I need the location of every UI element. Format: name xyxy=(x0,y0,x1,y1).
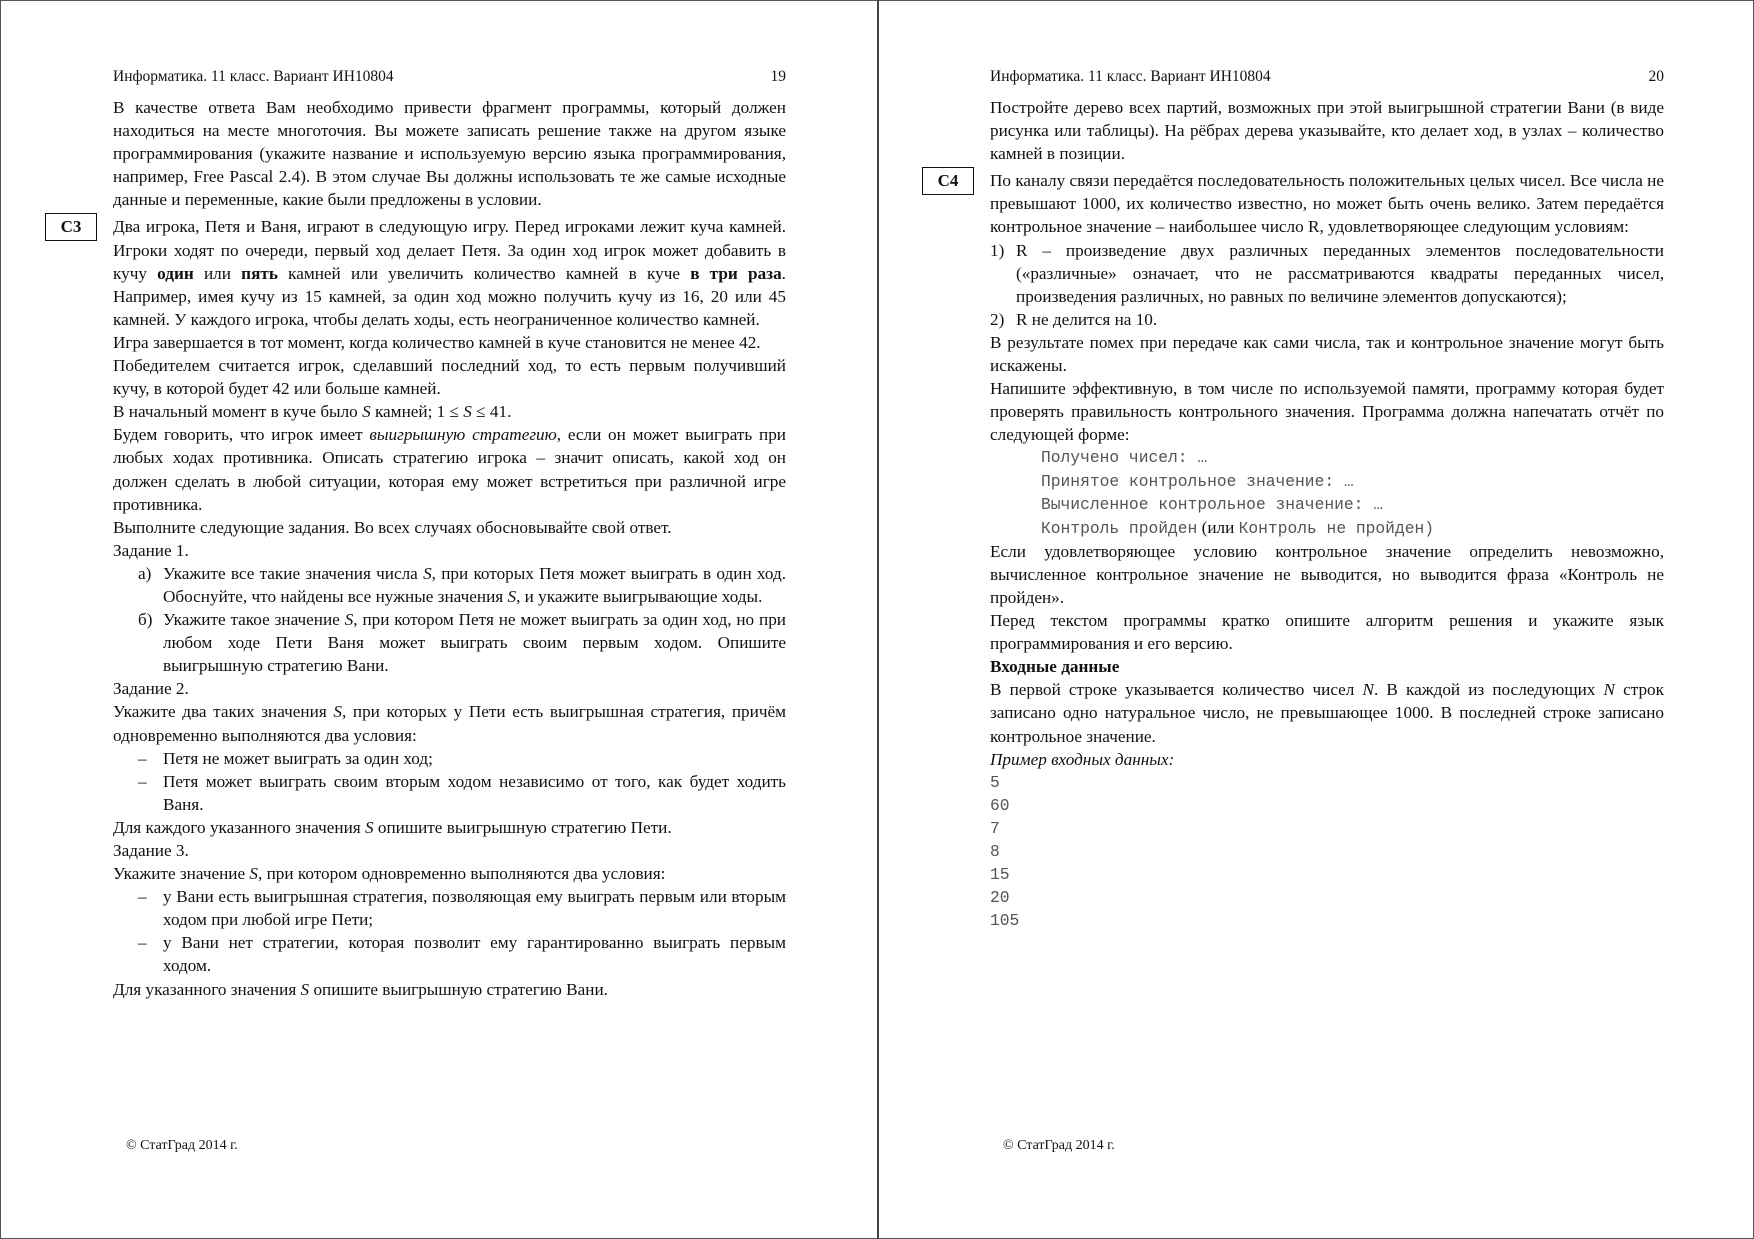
task3-title: Задание 3. xyxy=(113,841,189,860)
task-c3 xyxy=(60,215,786,330)
page-footer: © СтатГрад 2014 г. xyxy=(1003,1138,1115,1153)
input-description: В первой строке указывается количество чисел N. В каждой из последующих N строк записано одно натуральное число, не превышающее 1000. В последней строке записано контрольное значение. xyxy=(990,680,1664,746)
page-header xyxy=(990,68,1664,86)
example-value: 60 xyxy=(990,795,1010,815)
example-value: 5 xyxy=(990,772,1000,792)
example-value: 15 xyxy=(990,865,1010,885)
task3-end: Для указанного значения S опишите выигрышную стратегию Вани. xyxy=(113,979,608,999)
page-number: 20 xyxy=(1648,68,1664,85)
rules-paragraph: Два игрока, Петя и Ваня, играют в следующую игру. Перед игроками лежит куча камней. Игроки ходят по очереди, первый ход делает Петя. За один ход игрок может добавить в кучу один или пять камней или увеличить количество камней в куче в три раза. Например, имея кучу из 15 камней, за один ход можно получить кучу из 16, 20 или 45 камней. У каждого игрока, чтобы делать ходы, есть неограниченное количество камней. xyxy=(113,217,786,329)
header-title: Информатика. 11 класс. Вариант ИН10804 xyxy=(990,68,1271,85)
report-line: Принятое контрольное значение: … xyxy=(1041,471,1354,491)
task1-item-b: б) Укажите такое значение S, при котором Петя не может выиграть за один ход, но при любом ходе Пети Ваня может выиграть своим первым ходом. Опишите выигрышную стратегию Вани. xyxy=(138,610,787,676)
task2-title: Задание 2. xyxy=(113,679,189,699)
page-number: 19 xyxy=(770,68,786,85)
task-c4 xyxy=(937,169,1664,238)
no-value-paragraph: Если удовлетворяющее условию контрольное значение определить невозможно, вычисленное контрольное значение не выводится, но выводится фраза «Контроль не пройден». xyxy=(990,541,1664,607)
task3-item: – у Вани нет стратегии, которая позволит ему гарантированно выиграть первым ходом. xyxy=(138,933,786,976)
start-paragraph: В начальный момент в куче было S камней; 1 ≤ S ≤ 41. xyxy=(113,402,512,422)
winner-paragraph: Победителем считается игрок, сделавший последний ход, то есть первым получивший кучу, в которой будет 42 или больше камней. xyxy=(113,356,786,399)
task-label-c4: C4 xyxy=(922,167,974,195)
write-program-paragraph: Напишите эффективную, в том числе по используемой памяти, программу которая будет проверять правильность контрольного значения. Программа должна напечатать отчёт по следующей форме: xyxy=(990,379,1664,445)
example-value: 7 xyxy=(990,818,1000,838)
task3-item: – у Вани есть выигрышная стратегия, позволяющая ему выиграть первым или вторым ходом при любой игре Пети; xyxy=(138,887,786,930)
report-line: Контроль пройден (или Контроль не пройден) xyxy=(1041,517,1435,538)
page-footer: © СтатГрад 2014 г. xyxy=(126,1138,238,1153)
report-line: Получено чисел: … xyxy=(1041,448,1208,468)
end-game-paragraph: Игра завершается в тот момент, когда количество камней в куче становится не менее 42. xyxy=(113,332,761,352)
right-page xyxy=(879,0,1754,1239)
page-body xyxy=(60,96,787,1001)
intro-paragraph: В качестве ответа Вам необходимо привести фрагмент программы, который должен находиться на месте многоточия. Вы можете записать решение также на другом языке программирования (укажите название и используемую версию языка программирования, например, Free Pascal 2.4). В этом случае Вы должны использовать те же самые исходные данные и переменные, какие были предложены в условии. xyxy=(113,98,786,210)
task1-item-a: а) Укажите все такие значения числа S, при которых Петя может выиграть в один ход. Обоснуйте, что найдены все нужные значения S, и укажите выигрывающие ходы. xyxy=(138,563,786,606)
tree-paragraph: Постройте дерево всех партий, возможных при этой выигрышной стратегии Вани (в виде рисунка или таблицы). На рёбрах дерева указывайте, кто делает ход, в узлах – количество камней в позиции. xyxy=(990,98,1664,164)
page-body xyxy=(937,96,1664,932)
task2-end: Для каждого указанного значения S опишите выигрышную стратегию Пети. xyxy=(113,817,672,837)
task3-text: Укажите значение S, при котором одновременно выполняются два условия: xyxy=(113,864,666,884)
task2-item: – Петя не может выиграть за один ход; xyxy=(138,748,433,768)
example-value: 8 xyxy=(990,842,1000,861)
task2-item: – Петя может выиграть своим вторым ходом независимо от того, как будет ходить Ваня. xyxy=(138,771,786,814)
page-header xyxy=(113,68,786,86)
report-line: Вычисленное контрольное значение: … xyxy=(1041,494,1383,514)
distortion-paragraph: В результате помех при передаче как сами числа, так и контрольное значение могут быть искажены. xyxy=(990,332,1664,376)
example-value: 20 xyxy=(990,888,1010,908)
input-section-title: Входные данные xyxy=(990,657,1120,677)
instruction-paragraph: Выполните следующие задания. Во всех случаях обосновывайте свой ответ. xyxy=(113,517,672,537)
condition-item: 2) R не делится на 10. xyxy=(990,309,1158,329)
example-value: 105 xyxy=(990,911,1020,931)
task-label-c3: C3 xyxy=(45,213,97,241)
before-program-paragraph: Перед текстом программы кратко опишите алгоритм решения и укажите язык программирования и его версию. xyxy=(990,611,1664,654)
task1-title: Задание 1. xyxy=(113,540,189,560)
example-title: Пример входных данных: xyxy=(990,749,1175,769)
report-template xyxy=(990,446,1664,539)
strategy-paragraph: Будем говорить, что игрок имеет выигрышную стратегию, если он может выиграть при любых ходах противника. Описать стратегию игрока – значит описать, какой ход он должен сделать в любой ситуации, которая ему может встретиться при различной игре противника. xyxy=(113,425,786,514)
condition-item: 1) R – произведение двух различных переданных элементов последовательности («различные» означает, что не рассматриваются квадраты переданных чисел, произведения различных, но равных по величине элементов допускаются); xyxy=(990,240,1664,306)
task2-text: Укажите два таких значения S, при которых у Пети есть выигрышная стратегия, причём одновременно выполняются два условия: xyxy=(113,702,786,745)
header-title: Информатика. 11 класс. Вариант ИН10804 xyxy=(113,68,394,85)
c4-intro-paragraph: По каналу связи передаётся последовательность положительных целых чисел. Все числа не превышают 1000, их количество известно, но может быть очень велико. Затем передаётся контрольное значение – наибольшее число R, удовлетворяющее следующим условиям: xyxy=(990,171,1664,237)
